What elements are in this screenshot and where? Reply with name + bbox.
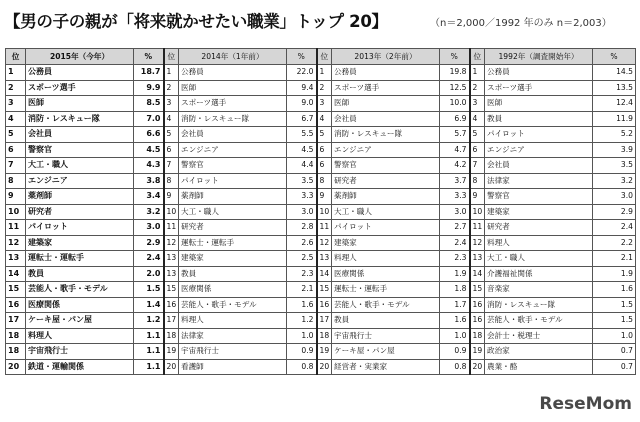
table-row — [6, 220, 636, 236]
y2015-pct-cell: 3.4 — [134, 189, 164, 205]
y2015-rank-cell: 13 — [6, 251, 26, 267]
y1992-pct-cell: 5.2 — [593, 127, 636, 143]
y2013-rank-cell: 6 — [317, 158, 332, 174]
y2014-rank-cell: 17 — [164, 313, 179, 329]
y2014-pct-cell: 2.1 — [287, 282, 317, 298]
y1992-pct-cell: 3.5 — [593, 158, 636, 174]
y2015-job-cell: 公務員 — [26, 65, 134, 81]
y2014-rank-cell: 13 — [164, 251, 179, 267]
y2014-rank-cell: 9 — [164, 189, 179, 205]
y2015-rank-cell: 14 — [6, 266, 26, 282]
y1992-rank-cell: 1 — [470, 65, 485, 81]
y1992-job-cell: 公務員 — [485, 65, 593, 81]
y2013-pct-cell: 3.0 — [440, 204, 470, 220]
y2015-pct-cell: 2.9 — [134, 235, 164, 251]
y2015-rank-cell: 17 — [6, 313, 26, 329]
y1992-pct-cell: 14.5 — [593, 65, 636, 81]
y2013-rank-cell: 3 — [317, 96, 332, 112]
y2013-rank-cell: 18 — [317, 328, 332, 344]
y2014-pct-cell: 3.3 — [287, 189, 317, 205]
table-row — [6, 111, 636, 127]
y2014-rank-cell: 1 — [164, 65, 179, 81]
y2013-job-cell: 警察官 — [332, 158, 440, 174]
y1992-job-cell: 建築家 — [485, 204, 593, 220]
y2015-pct-cell: 3.2 — [134, 204, 164, 220]
y1992-pct-cell: 2.2 — [593, 235, 636, 251]
table-row — [6, 189, 636, 205]
y1992-pct-cell: 0.7 — [593, 344, 636, 360]
y2013-job-cell: 研究者 — [332, 173, 440, 189]
y1992-job-cell: 政治家 — [485, 344, 593, 360]
y1992-rank-cell: 6 — [470, 142, 485, 158]
y2015-rank-cell: 18 — [6, 328, 26, 344]
header-rank-2013: 位 — [317, 49, 332, 65]
y2014-pct-cell: 9.0 — [287, 96, 317, 112]
y1992-rank-cell: 7 — [470, 158, 485, 174]
y2015-pct-cell: 1.4 — [134, 297, 164, 313]
y2013-job-cell: 料理人 — [332, 251, 440, 267]
y1992-job-cell: 料理人 — [485, 235, 593, 251]
y1992-rank-cell: 5 — [470, 127, 485, 143]
y1992-rank-cell: 8 — [470, 173, 485, 189]
y2014-job-cell: 看護師 — [179, 359, 287, 375]
y2014-job-cell: 医療関係 — [179, 282, 287, 298]
y2013-pct-cell: 2.7 — [440, 220, 470, 236]
y1992-pct-cell: 1.9 — [593, 266, 636, 282]
y1992-job-cell: 介護福祉関係 — [485, 266, 593, 282]
y2013-job-cell: 消防・レスキュー隊 — [332, 127, 440, 143]
y2014-rank-cell: 11 — [164, 220, 179, 236]
y2015-pct-cell: 6.6 — [134, 127, 164, 143]
y2015-job-cell: 会社員 — [26, 127, 134, 143]
y2014-rank-cell: 6 — [164, 142, 179, 158]
y2015-job-cell: 警察官 — [26, 142, 134, 158]
y2013-pct-cell: 4.7 — [440, 142, 470, 158]
y1992-pct-cell: 2.9 — [593, 204, 636, 220]
y2014-rank-cell: 16 — [164, 297, 179, 313]
y2014-pct-cell: 4.4 — [287, 158, 317, 174]
y1992-pct-cell: 1.5 — [593, 313, 636, 329]
table-row — [6, 282, 636, 298]
y2015-pct-cell: 1.5 — [134, 282, 164, 298]
y2014-job-cell: 医師 — [179, 80, 287, 96]
y2015-rank-cell: 4 — [6, 111, 26, 127]
header-job-1992: 1992年（調査開始年） — [485, 49, 593, 65]
y2014-pct-cell: 1.2 — [287, 313, 317, 329]
y2014-pct-cell: 0.8 — [287, 359, 317, 375]
y2014-job-cell: 研究者 — [179, 220, 287, 236]
resemom-logo — [539, 394, 632, 414]
y2013-pct-cell: 0.8 — [440, 359, 470, 375]
y2013-rank-cell: 13 — [317, 251, 332, 267]
y2015-rank-cell: 5 — [6, 127, 26, 143]
y2015-job-cell: 教員 — [26, 266, 134, 282]
y2013-pct-cell: 2.3 — [440, 251, 470, 267]
y2013-rank-cell: 9 — [317, 189, 332, 205]
header-pct-2013: % — [440, 49, 470, 65]
y1992-pct-cell: 3.9 — [593, 142, 636, 158]
y2013-job-cell: 宇宙飛行士 — [332, 328, 440, 344]
y2015-job-cell: ケーキ屋・パン屋 — [26, 313, 134, 329]
y1992-job-cell: 農業・酪 — [485, 359, 593, 375]
table-row — [6, 204, 636, 220]
y2014-job-cell: 警察官 — [179, 158, 287, 174]
y2015-pct-cell: 4.5 — [134, 142, 164, 158]
y1992-rank-cell: 11 — [470, 220, 485, 236]
y2014-rank-cell: 3 — [164, 96, 179, 112]
y2014-rank-cell: 13 — [164, 266, 179, 282]
y2013-pct-cell: 1.7 — [440, 297, 470, 313]
y2015-job-cell: 医師 — [26, 96, 134, 112]
y2013-pct-cell: 1.8 — [440, 282, 470, 298]
ranking-body — [6, 65, 636, 375]
y2014-job-cell: 芸能人・歌手・モデル — [179, 297, 287, 313]
sample-size-note: （n＝2,000／1992 年のみ n＝2,003） — [430, 18, 612, 29]
table-row — [6, 80, 636, 96]
y2014-rank-cell: 7 — [164, 158, 179, 174]
y2013-pct-cell: 4.2 — [440, 158, 470, 174]
y1992-rank-cell: 3 — [470, 96, 485, 112]
y2013-pct-cell: 1.6 — [440, 313, 470, 329]
y2015-rank-cell: 11 — [6, 220, 26, 236]
y2013-job-cell: 経営者・実業家 — [332, 359, 440, 375]
y2015-job-cell: 薬剤師 — [26, 189, 134, 205]
y2014-pct-cell: 6.7 — [287, 111, 317, 127]
y1992-pct-cell: 11.9 — [593, 111, 636, 127]
y2013-rank-cell: 11 — [317, 220, 332, 236]
y2013-pct-cell: 12.5 — [440, 80, 470, 96]
y2015-job-cell: 鉄道・運輸関係 — [26, 359, 134, 375]
y2014-pct-cell: 5.5 — [287, 127, 317, 143]
y1992-rank-cell: 16 — [470, 297, 485, 313]
y2013-job-cell: スポーツ選手 — [332, 80, 440, 96]
y1992-job-cell: 法律家 — [485, 173, 593, 189]
table-row — [6, 158, 636, 174]
y1992-job-cell: パイロット — [485, 127, 593, 143]
table-row — [6, 297, 636, 313]
y2013-job-cell: エンジニア — [332, 142, 440, 158]
y2013-pct-cell: 2.4 — [440, 235, 470, 251]
y2015-rank-cell: 9 — [6, 189, 26, 205]
y1992-rank-cell: 16 — [470, 313, 485, 329]
y1992-job-cell: 警察官 — [485, 189, 593, 205]
y2014-pct-cell: 3.0 — [287, 204, 317, 220]
y1992-rank-cell: 10 — [470, 204, 485, 220]
y1992-rank-cell: 19 — [470, 344, 485, 360]
table-row — [6, 235, 636, 251]
y2015-pct-cell: 7.0 — [134, 111, 164, 127]
y2014-rank-cell: 10 — [164, 204, 179, 220]
y1992-rank-cell: 14 — [470, 266, 485, 282]
y1992-pct-cell: 1.0 — [593, 328, 636, 344]
y2014-pct-cell: 2.5 — [287, 251, 317, 267]
y2014-pct-cell: 2.6 — [287, 235, 317, 251]
y2013-job-cell: 大工・職人 — [332, 204, 440, 220]
y2014-rank-cell: 12 — [164, 235, 179, 251]
header-pct-1992: % — [593, 49, 636, 65]
y1992-job-cell: 教員 — [485, 111, 593, 127]
y2013-rank-cell: 10 — [317, 204, 332, 220]
y2013-job-cell: 会社員 — [332, 111, 440, 127]
y2013-rank-cell: 2 — [317, 80, 332, 96]
header-job-2015: 2015年（今年） — [26, 49, 134, 65]
y2015-job-cell: 医療関係 — [26, 297, 134, 313]
header-job-2013: 2013年（2年前） — [332, 49, 440, 65]
y2013-job-cell: 教員 — [332, 313, 440, 329]
y1992-rank-cell: 4 — [470, 111, 485, 127]
y2013-rank-cell: 5 — [317, 127, 332, 143]
y2014-job-cell: 会社員 — [179, 127, 287, 143]
y2013-pct-cell: 19.8 — [440, 65, 470, 81]
y2014-rank-cell: 20 — [164, 359, 179, 375]
y1992-pct-cell: 1.6 — [593, 282, 636, 298]
y2015-job-cell: 宇宙飛行士 — [26, 344, 134, 360]
y2013-job-cell: 芸能人・歌手・モデル — [332, 297, 440, 313]
y2013-pct-cell: 1.9 — [440, 266, 470, 282]
y2014-job-cell: 法律家 — [179, 328, 287, 344]
header-job-2014: 2014年（1年前） — [179, 49, 287, 65]
table-row — [6, 328, 636, 344]
header-rank-2014: 位 — [164, 49, 179, 65]
y2014-rank-cell: 5 — [164, 127, 179, 143]
y2015-pct-cell: 3.8 — [134, 173, 164, 189]
y2015-rank-cell: 18 — [6, 344, 26, 360]
y1992-rank-cell: 9 — [470, 189, 485, 205]
y2015-pct-cell: 2.0 — [134, 266, 164, 282]
y2014-pct-cell: 2.3 — [287, 266, 317, 282]
y2014-pct-cell: 0.9 — [287, 344, 317, 360]
y2013-pct-cell: 10.0 — [440, 96, 470, 112]
y2013-rank-cell: 12 — [317, 235, 332, 251]
y2015-rank-cell: 16 — [6, 297, 26, 313]
y2015-rank-cell: 7 — [6, 158, 26, 174]
y1992-job-cell: スポーツ選手 — [485, 80, 593, 96]
y2014-pct-cell: 3.5 — [287, 173, 317, 189]
y2015-rank-cell: 12 — [6, 235, 26, 251]
y1992-job-cell: 会計士・税理士 — [485, 328, 593, 344]
y2013-job-cell: 医師 — [332, 96, 440, 112]
y2013-rank-cell: 16 — [317, 297, 332, 313]
y1992-rank-cell: 2 — [470, 80, 485, 96]
header-rank-2015: 位 — [6, 49, 26, 65]
header-rank-1992: 位 — [470, 49, 485, 65]
header-pct-2015: % — [134, 49, 164, 65]
y2015-rank-cell: 10 — [6, 204, 26, 220]
y2015-rank-cell: 6 — [6, 142, 26, 158]
y2015-rank-cell: 8 — [6, 173, 26, 189]
y2013-rank-cell: 15 — [317, 282, 332, 298]
y2013-rank-cell: 1 — [317, 65, 332, 81]
y2015-job-cell: 建築家 — [26, 235, 134, 251]
y2014-job-cell: パイロット — [179, 173, 287, 189]
table-row — [6, 344, 636, 360]
y1992-pct-cell: 13.5 — [593, 80, 636, 96]
y1992-pct-cell: 1.5 — [593, 297, 636, 313]
y2014-job-cell: スポーツ選手 — [179, 96, 287, 112]
y2013-rank-cell: 14 — [317, 266, 332, 282]
y2015-pct-cell: 1.1 — [134, 344, 164, 360]
y2015-job-cell: エンジニア — [26, 173, 134, 189]
y2015-pct-cell: 2.4 — [134, 251, 164, 267]
y2015-job-cell: 料理人 — [26, 328, 134, 344]
y1992-job-cell: 医師 — [485, 96, 593, 112]
y2013-pct-cell: 6.9 — [440, 111, 470, 127]
header-pct-2014: % — [287, 49, 317, 65]
y2015-rank-cell: 20 — [6, 359, 26, 375]
y2015-pct-cell: 18.7 — [134, 65, 164, 81]
y2014-job-cell: 料理人 — [179, 313, 287, 329]
y2015-pct-cell: 8.5 — [134, 96, 164, 112]
y2014-pct-cell: 1.0 — [287, 328, 317, 344]
y2013-rank-cell: 8 — [317, 173, 332, 189]
table-row — [6, 127, 636, 143]
y2013-pct-cell: 3.7 — [440, 173, 470, 189]
y2013-pct-cell: 0.9 — [440, 344, 470, 360]
y1992-pct-cell: 3.2 — [593, 173, 636, 189]
y2015-rank-cell: 1 — [6, 65, 26, 81]
y2013-job-cell: 運転士・運転手 — [332, 282, 440, 298]
y1992-job-cell: 消防・レスキュー隊 — [485, 297, 593, 313]
y2013-job-cell: 建築家 — [332, 235, 440, 251]
y2015-job-cell: パイロット — [26, 220, 134, 236]
y2014-pct-cell: 2.8 — [287, 220, 317, 236]
y2013-rank-cell: 20 — [317, 359, 332, 375]
table-row — [6, 96, 636, 112]
y2015-job-cell: 芸能人・歌手・モデル — [26, 282, 134, 298]
y2015-rank-cell: 2 — [6, 80, 26, 96]
y2013-rank-cell: 6 — [317, 142, 332, 158]
y2013-job-cell: 公務員 — [332, 65, 440, 81]
y2015-pct-cell: 3.0 — [134, 220, 164, 236]
y2014-job-cell: 公務員 — [179, 65, 287, 81]
y2015-job-cell: 消防・レスキュー隊 — [26, 111, 134, 127]
y2013-pct-cell: 5.7 — [440, 127, 470, 143]
y2015-job-cell: 研究者 — [26, 204, 134, 220]
y1992-pct-cell: 12.4 — [593, 96, 636, 112]
y2013-rank-cell: 17 — [317, 313, 332, 329]
y2015-pct-cell: 1.1 — [134, 328, 164, 344]
y1992-job-cell: 音楽家 — [485, 282, 593, 298]
y2015-job-cell: 大工・職人 — [26, 158, 134, 174]
y2014-rank-cell: 19 — [164, 344, 179, 360]
y1992-rank-cell: 12 — [470, 235, 485, 251]
y2013-job-cell: 薬剤師 — [332, 189, 440, 205]
y2014-pct-cell: 22.0 — [287, 65, 317, 81]
y2014-pct-cell: 9.4 — [287, 80, 317, 96]
y2014-rank-cell: 18 — [164, 328, 179, 344]
y2014-rank-cell: 15 — [164, 282, 179, 298]
y2015-pct-cell: 1.1 — [134, 359, 164, 375]
title-row — [0, 0, 640, 42]
table-row — [6, 251, 636, 267]
y2014-pct-cell: 1.6 — [287, 297, 317, 313]
y2013-rank-cell: 4 — [317, 111, 332, 127]
y2015-pct-cell: 9.9 — [134, 80, 164, 96]
page-title: 【男の子の親が「将来就かせたい職業」トップ 20】 — [4, 12, 388, 31]
y2013-job-cell: パイロット — [332, 220, 440, 236]
table-row — [6, 313, 636, 329]
table-row — [6, 266, 636, 282]
table-row — [6, 359, 636, 375]
y2013-job-cell: ケーキ屋・パン屋 — [332, 344, 440, 360]
y1992-job-cell: 会社員 — [485, 158, 593, 174]
y1992-rank-cell: 18 — [470, 328, 485, 344]
y2013-pct-cell: 3.3 — [440, 189, 470, 205]
y2014-rank-cell: 8 — [164, 173, 179, 189]
y2013-pct-cell: 1.0 — [440, 328, 470, 344]
y2014-rank-cell: 2 — [164, 80, 179, 96]
y2015-rank-cell: 3 — [6, 96, 26, 112]
y2014-rank-cell: 4 — [164, 111, 179, 127]
y2015-pct-cell: 4.3 — [134, 158, 164, 174]
table-row — [6, 142, 636, 158]
y1992-job-cell: 芸能人・歌手・モデル — [485, 313, 593, 329]
y1992-rank-cell: 20 — [470, 359, 485, 375]
y2015-rank-cell: 15 — [6, 282, 26, 298]
y2014-job-cell: 薬剤師 — [179, 189, 287, 205]
y1992-rank-cell: 15 — [470, 282, 485, 298]
y1992-pct-cell: 2.4 — [593, 220, 636, 236]
y1992-job-cell: 研究者 — [485, 220, 593, 236]
ranking-table — [5, 48, 636, 375]
table-row — [6, 65, 636, 81]
y2014-job-cell: 大工・職人 — [179, 204, 287, 220]
y2014-job-cell: 運転士・運転手 — [179, 235, 287, 251]
y2013-job-cell: 医療関係 — [332, 266, 440, 282]
y2014-job-cell: 宇宙飛行士 — [179, 344, 287, 360]
y2014-job-cell: 教員 — [179, 266, 287, 282]
y2015-job-cell: 運転士・運転手 — [26, 251, 134, 267]
y1992-pct-cell: 0.7 — [593, 359, 636, 375]
header-row — [6, 49, 636, 65]
y1992-job-cell: 大工・職人 — [485, 251, 593, 267]
y1992-pct-cell: 2.1 — [593, 251, 636, 267]
y1992-job-cell: エンジニア — [485, 142, 593, 158]
y2015-job-cell: スポーツ選手 — [26, 80, 134, 96]
y2013-rank-cell: 19 — [317, 344, 332, 360]
y1992-pct-cell: 3.0 — [593, 189, 636, 205]
y2014-job-cell: 消防・レスキュー隊 — [179, 111, 287, 127]
y2014-job-cell: 建築家 — [179, 251, 287, 267]
logo-text: ReseMom — [539, 394, 632, 414]
y2014-pct-cell: 4.5 — [287, 142, 317, 158]
y2015-pct-cell: 1.2 — [134, 313, 164, 329]
y1992-rank-cell: 13 — [470, 251, 485, 267]
table-row — [6, 173, 636, 189]
y2014-job-cell: エンジニア — [179, 142, 287, 158]
